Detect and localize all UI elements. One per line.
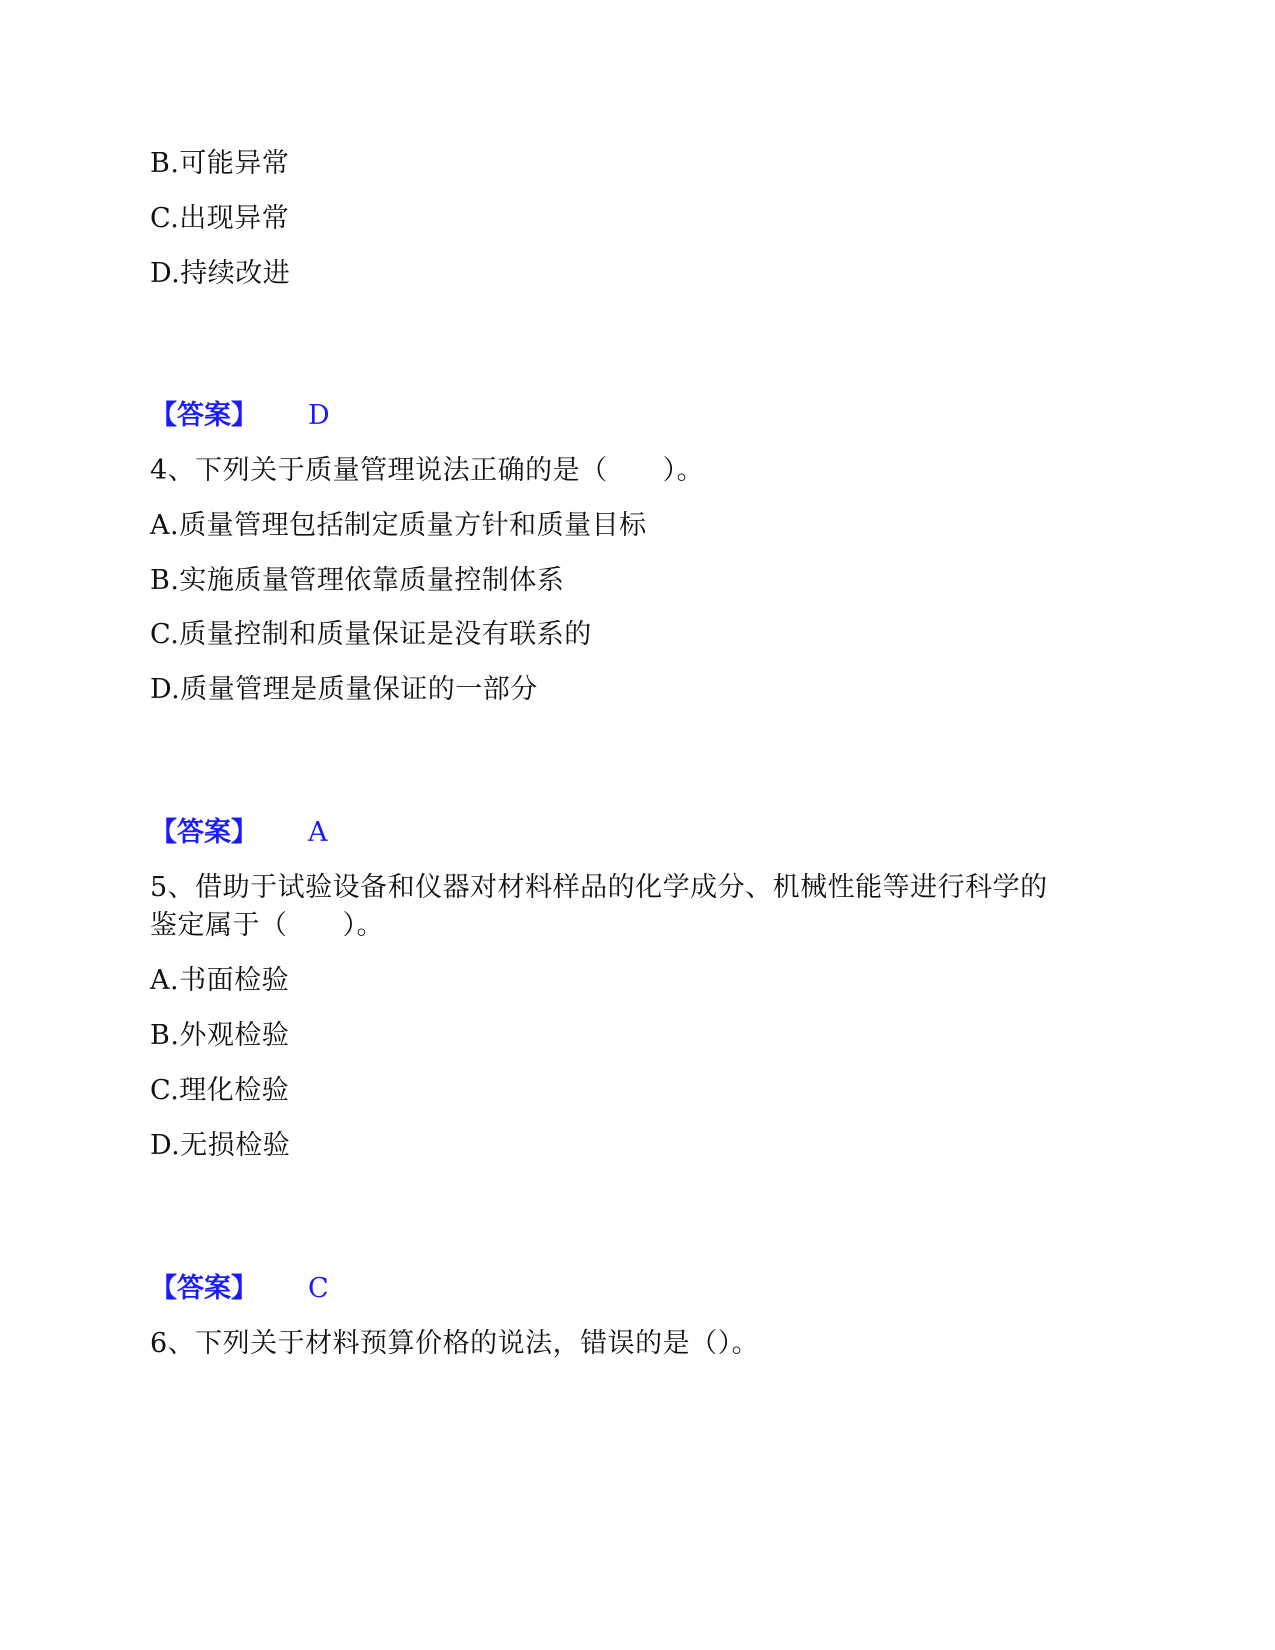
- q5-question-line2: 鉴定属于（ ）。: [150, 910, 384, 941]
- q3-option-b: B.可能异常: [150, 148, 290, 179]
- q5-answer: [150, 1271, 329, 1307]
- q3-option-c: C.出现异常: [150, 203, 290, 234]
- q3-option-d: D.持续改进: [150, 258, 291, 289]
- answer-value: C: [308, 1273, 329, 1304]
- q5-option-d: D.无损检验: [150, 1130, 291, 1161]
- q5-question-line1: 5、借助于试验设备和仪器对材料样品的化学成分、机械性能等进行科学的: [150, 872, 1048, 903]
- answer-tag: 【答案】: [150, 817, 258, 848]
- q4-option-a: A.质量管理包括制定质量方针和质量目标: [150, 510, 647, 541]
- q4-answer: [150, 815, 328, 851]
- q6-question: 6、下列关于材料预算价格的说法，错误的是（）。: [150, 1328, 760, 1359]
- q5-option-a: A.书面检验: [150, 965, 290, 996]
- q5-option-c: C.理化检验: [150, 1075, 290, 1106]
- q3-answer: [150, 398, 330, 434]
- answer-tag: 【答案】: [150, 400, 258, 431]
- answer-value: A: [308, 817, 328, 848]
- answer-value: D: [308, 400, 330, 431]
- answer-tag: 【答案】: [150, 1273, 258, 1304]
- q4-option-d: D.质量管理是质量保证的一部分: [150, 674, 538, 705]
- q4-option-c: C.质量控制和质量保证是没有联系的: [150, 619, 592, 650]
- q5-option-b: B.外观检验: [150, 1020, 290, 1051]
- q4-option-b: B.实施质量管理依靠质量控制体系: [150, 565, 565, 596]
- q4-question: 4、下列关于质量管理说法正确的是（ ）。: [150, 455, 705, 486]
